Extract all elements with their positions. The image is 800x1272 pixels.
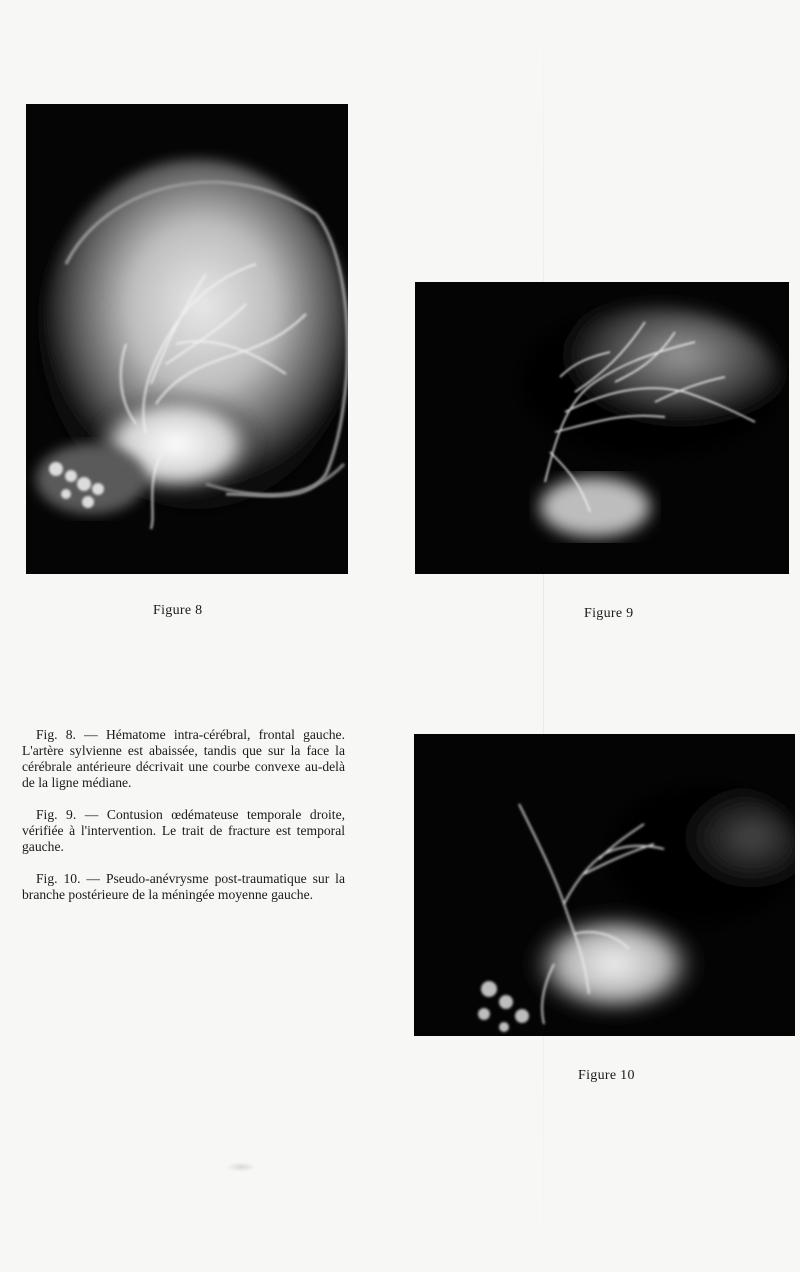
figure-8-angiogram-image xyxy=(26,104,348,574)
figure-10-angiogram-image xyxy=(414,734,795,1036)
figure-8-label: Figure 8 xyxy=(153,603,203,618)
caption-fig-9: Fig. 9. — Contusion œdémateuse temporale droite, vérifiée à l'intervention. Le trait de fracture est temporal gauche. xyxy=(22,807,345,854)
page-fold-line xyxy=(543,0,544,1272)
figure-captions xyxy=(22,727,345,919)
figure-9-svg xyxy=(415,282,789,574)
caption-fig-10: Fig. 10. — Pseudo-anévrysme post-traumatique sur la branche postérieure de la méningée moyenne gauche. xyxy=(22,871,345,902)
page-smudge xyxy=(226,1162,256,1172)
figure-10-label: Figure 10 xyxy=(578,1068,635,1083)
figure-10-svg xyxy=(414,734,795,1036)
caption-fig-8: Fig. 8. — Hématome intra-cérébral, frontal gauche. L'artère sylvienne est abaissée, tandis que sur la face la cérébrale antérieure décrivait une courbe convexe au-delà de la ligne médiane. xyxy=(22,727,345,790)
figure-9-label: Figure 9 xyxy=(584,606,634,621)
figure-9-angiogram-image xyxy=(415,282,789,574)
figure-8-svg xyxy=(26,104,348,574)
